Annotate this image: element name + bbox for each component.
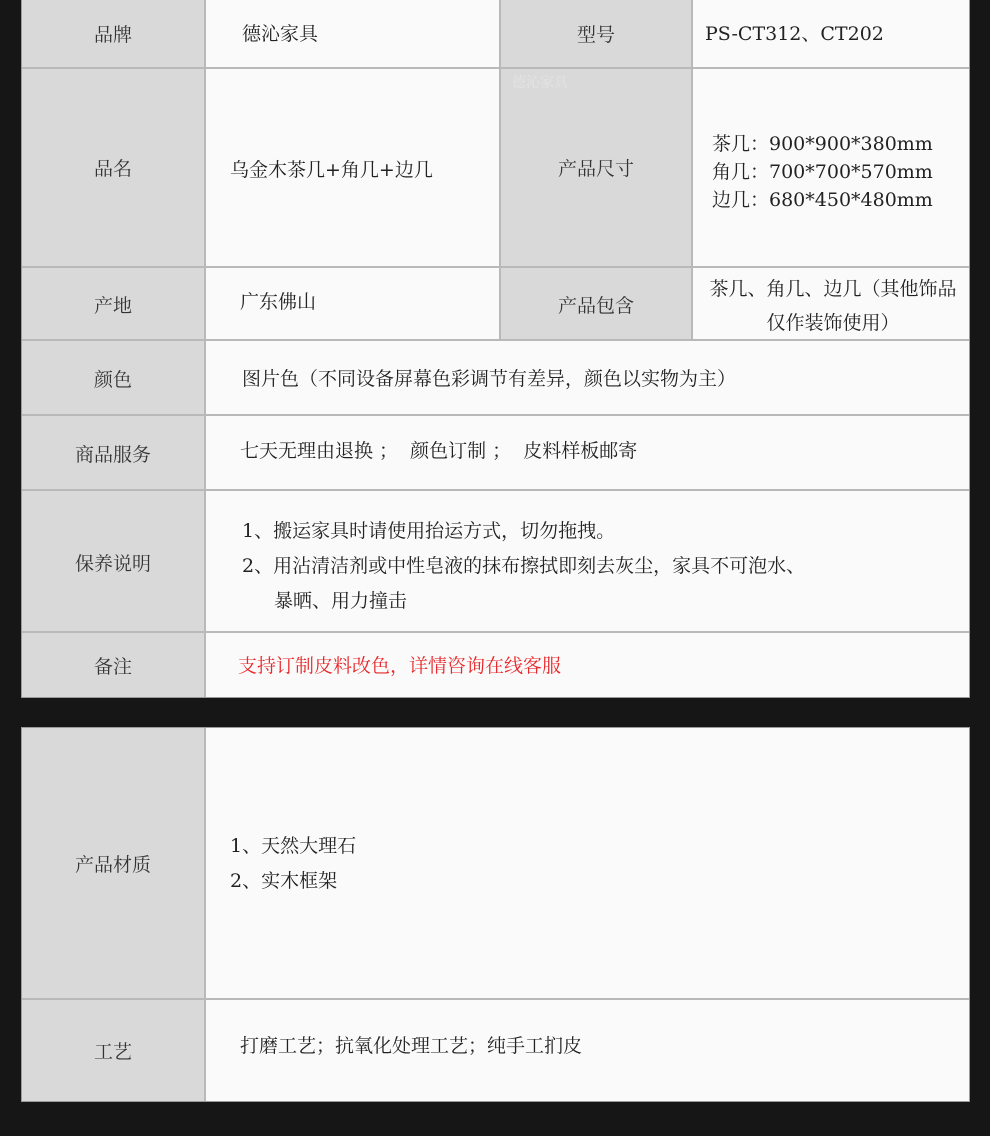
value-model: PS-CT312、CT202 <box>705 23 884 45</box>
watermark: 德沁家具 <box>512 75 568 91</box>
row-divider <box>22 489 969 491</box>
care-line-2: 2、用沾清洁剂或中性皂液的抹布擦拭即刻去灰尘，家具不可泡水、 <box>242 555 806 577</box>
size-line-side-table: 边几：680*450*480mm <box>712 189 933 211</box>
value-product-size <box>712 130 933 214</box>
material-line-2: 2、实木框架 <box>230 870 338 892</box>
value-craft: 打磨工艺；抗氧化处理工艺；纯手工扪皮 <box>240 1035 583 1057</box>
value-material <box>230 829 356 899</box>
row-divider <box>22 998 969 1000</box>
column-divider <box>204 728 206 1101</box>
care-line-3: 暴晒、用力撞击 <box>274 590 408 612</box>
label-material: 产品材质 <box>22 728 204 998</box>
label-care-instructions: 保养说明 <box>22 491 204 633</box>
value-color: 图片色（不同设备屏幕色彩调节有差异，颜色以实物为主） <box>242 368 737 390</box>
material-line-1: 1、天然大理石 <box>230 835 357 857</box>
column-divider <box>499 0 501 341</box>
label-service: 商品服务 <box>22 416 204 491</box>
label-product-size: 产品尺寸 <box>501 69 691 266</box>
value-brand: 德沁家具 <box>242 23 319 45</box>
row-divider <box>22 414 969 416</box>
label-craft: 工艺 <box>22 1000 204 1101</box>
material-table <box>21 727 970 1102</box>
row-divider <box>22 266 969 268</box>
column-divider <box>204 0 206 697</box>
row-divider <box>22 339 969 341</box>
package-line-1: 茶几、角几、边几（其他饰品 <box>709 278 957 300</box>
label-model: 型号 <box>501 0 691 67</box>
label-package-contents: 产品包含 <box>501 268 691 341</box>
label-origin: 产地 <box>22 268 204 341</box>
row-divider <box>22 631 969 633</box>
value-package-contents <box>697 272 969 340</box>
size-line-corner-table: 角几：700*700*570mm <box>712 161 933 183</box>
size-line-tea-table: 茶几：900*900*380mm <box>712 133 933 155</box>
label-remark: 备注 <box>22 633 204 697</box>
label-brand: 品牌 <box>22 0 204 67</box>
row-divider <box>22 67 969 69</box>
value-care-instructions <box>242 514 805 619</box>
value-origin: 广东佛山 <box>240 291 317 313</box>
label-color: 颜色 <box>22 341 204 416</box>
value-remark: 支持订制皮料改色，详情咨询在线客服 <box>238 655 562 677</box>
value-service: 七天无理由退换 ； 颜色订制 ； 皮料样板邮寄 <box>240 440 638 462</box>
care-line-1: 1、搬运家具时请使用抬运方式，切勿拖拽。 <box>242 520 616 542</box>
column-divider <box>691 0 693 341</box>
product-spec-table <box>21 0 970 698</box>
package-line-2: 仅作装饰使用） <box>766 312 900 334</box>
label-product-name: 品名 <box>22 69 204 266</box>
value-product-name: 乌金木茶几+角几+边几 <box>230 159 433 181</box>
